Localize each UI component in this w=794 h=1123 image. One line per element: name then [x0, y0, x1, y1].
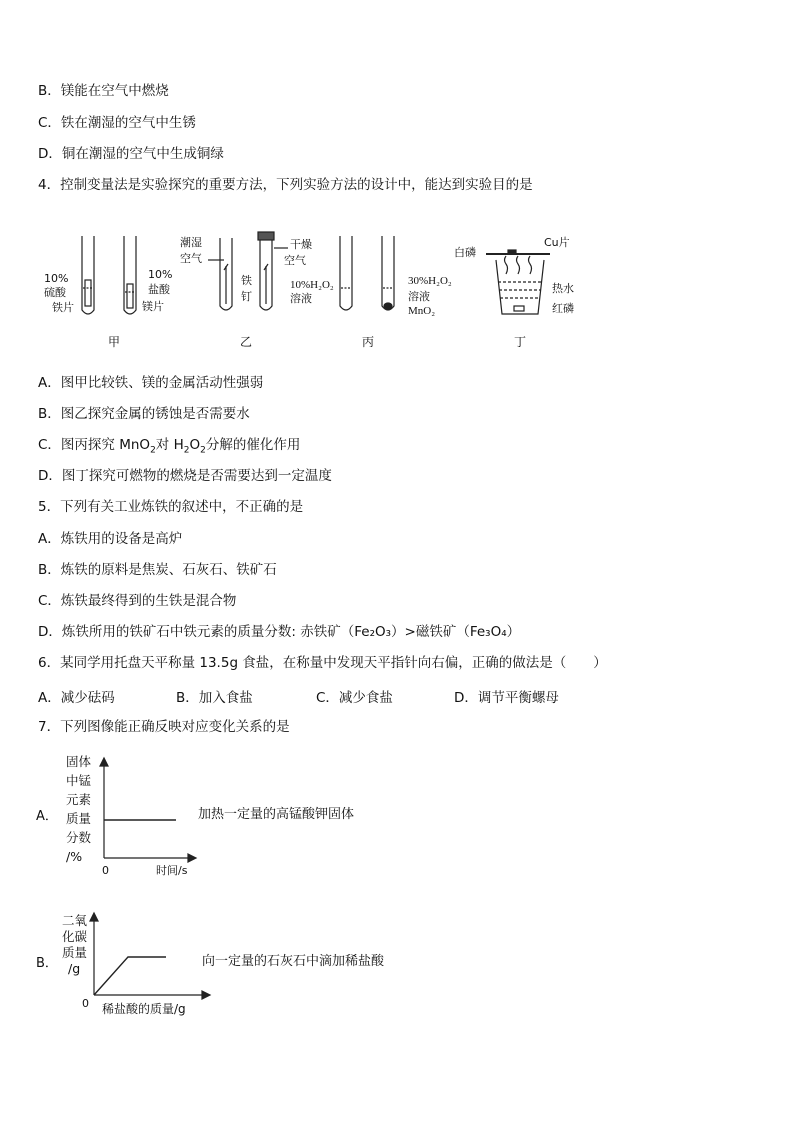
- ding-white-p: 白磷: [454, 246, 476, 259]
- jia-left-mid: 硫酸: [44, 286, 66, 299]
- q4-option-b: B．图乙探究金属的锈蚀是否需要水: [38, 406, 250, 422]
- graph-b-xlabel: 稀盐酸的质量/g: [102, 1002, 186, 1016]
- q7-graph-a: [36, 750, 436, 880]
- q5-option-c: C．炼铁最终得到的生铁是混合物: [38, 593, 237, 609]
- graph-a-letter: A．: [36, 809, 58, 824]
- graph-b-origin: 0: [82, 997, 89, 1010]
- yi-wet-2: 空气: [180, 252, 202, 265]
- figure-bing: [340, 236, 394, 310]
- yi-dry-2: 空气: [284, 254, 306, 267]
- caption-ding: 丁: [514, 335, 527, 349]
- caption-yi: 乙: [240, 335, 253, 349]
- q4-option-c: C．图丙探究 MnO$_2$对 $H_2O_2$分解的催化作用: [38, 437, 301, 456]
- graph-a-ylabel-1: 固体: [66, 754, 92, 769]
- bing-right-2: 溶液: [408, 290, 430, 303]
- graph-a-xlabel: 时间/s: [156, 864, 188, 877]
- bing-right-3: MnO₂: [408, 305, 436, 317]
- q3-option-d: D．铜在潮湿的空气中生成铜绿: [38, 146, 224, 162]
- q4-experiment-figure: [38, 226, 598, 356]
- q7-graph-b: [36, 905, 436, 1025]
- q4-option-a: A．图甲比较铁、镁的金属活动性强弱: [38, 375, 264, 391]
- ding-red-p: 红磷: [552, 302, 574, 315]
- yi-wet-1: 潮湿: [180, 236, 202, 249]
- graph-b-desc: 向一定量的石灰石中滴加稀盐酸: [202, 954, 385, 969]
- jia-left-bot: 铁片: [52, 301, 74, 314]
- bing-right-1: 30%H₂O₂: [408, 275, 452, 287]
- graph-a-desc: 加热一定量的高锰酸钾固体: [198, 807, 355, 822]
- q5-stem: 5．下列有关工业炼铁的叙述中，不正确的是: [38, 499, 304, 515]
- q6-option-a: A．减少砝码: [38, 690, 115, 706]
- yi-dry-1: 干燥: [290, 238, 312, 251]
- q5-option-a: A．炼铁用的设备是高炉: [38, 531, 183, 547]
- caption-bing: 丙: [362, 335, 375, 349]
- graph-a-ylabel-3: 元素: [66, 792, 92, 807]
- yi-nail-1: 铁: [241, 274, 252, 287]
- graph-b-ylabel-1: 二氧: [62, 913, 88, 928]
- q5-option-d: D．炼铁所用的铁矿石中铁元素的质量分数: 赤铁矿（Fe₂O₃）>磁铁矿（Fe₃O₄）: [38, 624, 521, 640]
- q6-option-b: B．加入食盐: [176, 690, 253, 706]
- graph-b-ylabel-4: /g: [68, 961, 81, 976]
- jia-right-mid: 盐酸: [148, 283, 170, 296]
- q4-option-d: D．图丁探究可燃物的燃烧是否需要达到一定温度: [38, 468, 332, 484]
- graph-a-ylabel-4: 质量: [66, 811, 92, 826]
- graph-a-ylabel-2: 中锰: [66, 773, 92, 788]
- graph-b-letter: B．: [36, 956, 58, 971]
- figure-jia: [82, 236, 136, 314]
- q7-stem: 7．下列图像能正确反映对应变化关系的是: [38, 719, 290, 735]
- q6-option-c: C．减少食盐: [316, 690, 393, 706]
- graph-b-curve: [94, 957, 166, 995]
- graph-a-ylabel-5: 分数: [66, 830, 92, 845]
- q4-stem: 4．控制变量法是实验探究的重要方法，下列实验方法的设计中，能达到实验目的是: [38, 177, 533, 193]
- q3-option-c: C．铁在潮湿的空气中生锈: [38, 115, 196, 131]
- ding-cu: Cu片: [544, 236, 570, 249]
- jia-left-top: 10%: [44, 272, 69, 285]
- graph-b-ylabel-3: 质量: [62, 945, 88, 960]
- q6-option-d: D．调节平衡螺母: [454, 690, 559, 706]
- bing-left-1: 10%H₂O₂: [290, 279, 334, 291]
- ding-hot-water: 热水: [552, 282, 574, 295]
- yi-nail-2: 钉: [241, 290, 252, 303]
- graph-b-ylabel-2: 化碳: [62, 929, 88, 944]
- jia-right-bot: 镁片: [142, 300, 164, 313]
- q3-option-b: B．镁能在空气中燃烧: [38, 83, 169, 99]
- graph-a-origin: 0: [102, 864, 109, 877]
- figure-ding: [486, 250, 550, 314]
- graph-a-ylabel-6: /%: [66, 849, 83, 864]
- q5-option-b: B．炼铁的原料是焦炭、石灰石、铁矿石: [38, 562, 277, 578]
- bing-left-2: 溶液: [290, 292, 312, 305]
- caption-jia: 甲: [108, 335, 121, 349]
- jia-right-top: 10%: [148, 268, 173, 281]
- q6-stem: 6．某同学用托盘天平称量 13.5g 食盐，在称量中发现天平指针向右偏，正确的做法是（ ）: [38, 655, 607, 671]
